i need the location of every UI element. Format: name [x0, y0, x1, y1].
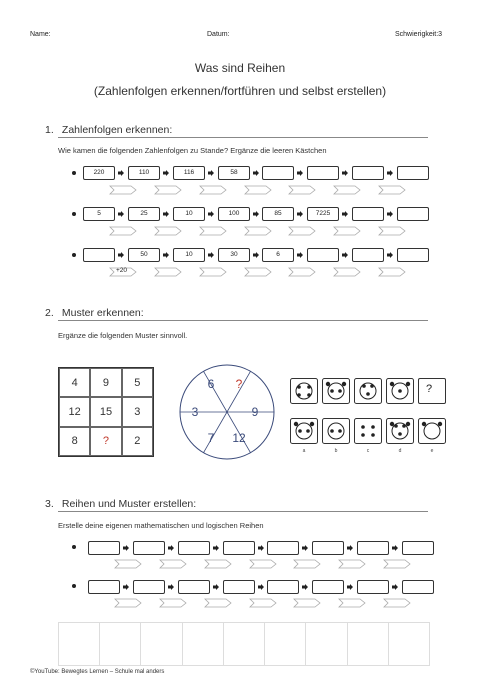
chevron-field[interactable]	[383, 559, 411, 569]
arrow-right-icon	[392, 584, 398, 590]
grid-cell: 9	[90, 368, 121, 397]
chevron-field[interactable]	[293, 559, 321, 569]
arrow-right-icon	[208, 170, 214, 176]
sequence-box[interactable]: 25	[128, 207, 160, 221]
bullet	[72, 584, 76, 588]
section-1-rule	[58, 137, 428, 138]
bullet	[72, 212, 76, 216]
page-subtitle: (Zahlenfolgen erkennen/fortführen und selbst erstellen)	[93, 84, 387, 98]
table-cell	[389, 623, 429, 665]
sequence-box[interactable]: 10	[173, 207, 205, 221]
arrow-right-icon	[253, 170, 259, 176]
arrow-right-icon	[347, 545, 353, 551]
chevron-field[interactable]	[378, 226, 406, 236]
dice-pattern[interactable]	[354, 378, 382, 404]
bullet	[72, 253, 76, 257]
chevron-field[interactable]	[249, 559, 277, 569]
dice-pattern[interactable]	[290, 418, 318, 444]
chevron-field[interactable]	[288, 185, 316, 195]
section-1-heading	[45, 124, 172, 136]
arrow-right-icon	[123, 584, 129, 590]
table-cell	[224, 623, 265, 665]
sequence-box[interactable]	[397, 207, 429, 221]
sequence-box[interactable]: 58	[218, 166, 250, 180]
section-3-heading	[45, 498, 196, 510]
chevron-field[interactable]	[114, 559, 142, 569]
dice-pattern[interactable]	[418, 418, 446, 444]
chevron-field[interactable]	[114, 598, 142, 608]
arrow-right-icon	[258, 584, 264, 590]
sequence-box[interactable]	[352, 207, 384, 221]
section-1-title: Zahlenfolgen erkennen:	[61, 124, 173, 136]
bullet	[72, 171, 76, 175]
chevron-field[interactable]	[249, 598, 277, 608]
sequence-box[interactable]	[83, 248, 115, 262]
sequence-box[interactable]	[178, 580, 210, 594]
date-label: Datum:	[207, 31, 230, 38]
arrow-right-icon	[118, 211, 124, 217]
chevron-field[interactable]	[244, 267, 272, 277]
dice-pattern[interactable]	[290, 378, 318, 404]
arrow-right-icon	[213, 545, 219, 551]
chevron-field[interactable]	[154, 185, 182, 195]
grid-cell: 12	[59, 397, 90, 426]
dice-pattern[interactable]	[354, 418, 382, 444]
number-grid	[58, 367, 154, 457]
chevron-field[interactable]	[159, 559, 187, 569]
table-cell	[100, 623, 141, 665]
sequence-box[interactable]	[402, 541, 434, 555]
sequence-box[interactable]	[352, 166, 384, 180]
chevron-field[interactable]	[338, 598, 366, 608]
chevron-field[interactable]	[333, 185, 361, 195]
section-3-title: Reihen und Muster erstellen:	[61, 498, 197, 510]
section-1-number: 1.	[45, 124, 54, 136]
dice-pattern[interactable]	[386, 378, 414, 404]
circle-value: 3	[191, 405, 199, 419]
sequence-box[interactable]	[312, 541, 344, 555]
arrow-right-icon	[118, 252, 124, 258]
sequence-box[interactable]: 100	[218, 207, 250, 221]
arrow-right-icon	[347, 584, 353, 590]
table-cell	[59, 623, 100, 665]
section-1-instruction: Wie kamen die folgenden Zahlenfolgen zu Stande? Ergänze die leeren Kästchen	[58, 146, 327, 155]
section-3-rule	[58, 511, 428, 512]
chevron-field[interactable]	[338, 559, 366, 569]
chevron-field[interactable]	[293, 598, 321, 608]
arrow-right-icon	[342, 211, 348, 217]
arrow-right-icon	[342, 170, 348, 176]
arrow-right-icon	[342, 252, 348, 258]
table-cell	[141, 623, 182, 665]
sequence-box[interactable]: 85	[262, 207, 294, 221]
arrow-right-icon	[208, 211, 214, 217]
chevron-field[interactable]	[333, 226, 361, 236]
sequence-box[interactable]: 5	[83, 207, 115, 221]
arrow-right-icon	[258, 545, 264, 551]
section-3-number: 3.	[45, 498, 54, 510]
chevron-field[interactable]	[333, 267, 361, 277]
grid-cell: 15	[90, 397, 121, 426]
footer-credit: ©YouTube: Bewegtes Lernen – Schule mal anders	[30, 669, 165, 675]
sequence-box[interactable]: 50	[128, 248, 160, 262]
section-2-instruction: Ergänze die folgenden Muster sinnvoll.	[58, 331, 188, 340]
sequence-box[interactable]: 110	[128, 166, 160, 180]
arrow-right-icon	[392, 545, 398, 551]
chevron-field[interactable]	[288, 267, 316, 277]
chevron-field[interactable]	[199, 226, 227, 236]
sequence-box[interactable]	[402, 580, 434, 594]
table-cell	[265, 623, 306, 665]
arrow-right-icon	[208, 252, 214, 258]
hint-label: +20	[116, 267, 128, 274]
sequence-box[interactable]	[307, 166, 339, 180]
sequence-box[interactable]	[267, 541, 299, 555]
chevron-field[interactable]	[199, 185, 227, 195]
difficulty-label: Schwierigkeit:3	[395, 31, 443, 38]
grid-cell-question: ?	[90, 427, 121, 456]
sequence-box[interactable]	[88, 580, 120, 594]
sequence-box[interactable]: 6	[262, 248, 294, 262]
circle-value-question: ?	[235, 377, 243, 391]
dice-option-label: b	[334, 448, 338, 454]
chevron-field[interactable]	[154, 226, 182, 236]
section-2-number: 2.	[45, 307, 54, 319]
sequence-box[interactable]: 7225	[307, 207, 339, 221]
number-circle	[177, 362, 277, 462]
dice-pattern[interactable]	[386, 418, 414, 444]
arrow-right-icon	[168, 545, 174, 551]
table-cell	[306, 623, 347, 665]
arrow-right-icon	[387, 211, 393, 217]
sequence-box[interactable]	[397, 248, 429, 262]
sequence-box[interactable]	[223, 541, 255, 555]
grid-cell: 3	[122, 397, 153, 426]
arrow-right-icon	[163, 170, 169, 176]
chevron-field[interactable]	[109, 226, 137, 236]
arrow-right-icon	[123, 545, 129, 551]
grid-cell: 4	[59, 368, 90, 397]
sequence-box[interactable]	[133, 541, 165, 555]
chevron-field[interactable]	[288, 226, 316, 236]
grid-cell: 5	[122, 368, 153, 397]
circle-value: 12	[232, 431, 246, 445]
circle-value: 7	[207, 431, 215, 445]
arrow-right-icon	[302, 584, 308, 590]
bullet	[72, 545, 76, 549]
sequence-box[interactable]	[178, 541, 210, 555]
name-label: Name:	[30, 31, 51, 38]
sequence-box[interactable]	[267, 580, 299, 594]
arrow-right-icon	[253, 252, 259, 258]
chevron-field[interactable]	[383, 598, 411, 608]
page-title: Was sind Reihen	[194, 61, 286, 75]
arrow-right-icon	[168, 584, 174, 590]
dice-option-label: e	[430, 448, 434, 454]
table-cell	[183, 623, 224, 665]
dice-question-mark: ?	[425, 383, 433, 395]
dice-option-label: d	[398, 448, 402, 454]
sequence-box[interactable]	[397, 166, 429, 180]
sequence-box[interactable]: 116	[173, 166, 205, 180]
section-2-rule	[58, 320, 428, 321]
chevron-field[interactable]	[378, 185, 406, 195]
arrow-right-icon	[387, 170, 393, 176]
sequence-box[interactable]	[88, 541, 120, 555]
dice-option-label: c	[366, 448, 370, 454]
sequence-box[interactable]: 10	[173, 248, 205, 262]
section-2-heading	[45, 307, 144, 319]
sequence-box[interactable]	[352, 248, 384, 262]
arrow-right-icon	[297, 211, 303, 217]
circle-value: 9	[251, 405, 259, 419]
chevron-field[interactable]	[154, 267, 182, 277]
chevron-field[interactable]	[244, 185, 272, 195]
drawing-table	[58, 622, 430, 666]
arrow-right-icon	[302, 545, 308, 551]
sequence-box[interactable]	[307, 248, 339, 262]
arrow-right-icon	[297, 252, 303, 258]
chevron-field[interactable]	[204, 559, 232, 569]
chevron-field[interactable]	[378, 267, 406, 277]
sequence-box[interactable]: 220	[83, 166, 115, 180]
dice-option-label: a	[302, 448, 306, 454]
arrow-right-icon	[163, 252, 169, 258]
sequence-box[interactable]	[357, 541, 389, 555]
chevron-field[interactable]	[244, 226, 272, 236]
chevron-field[interactable]	[109, 185, 137, 195]
sequence-box[interactable]	[262, 166, 294, 180]
sequence-box[interactable]	[133, 580, 165, 594]
arrow-right-icon	[387, 252, 393, 258]
arrow-right-icon	[118, 170, 124, 176]
circle-value: 6	[207, 377, 215, 391]
grid-cell: 8	[59, 427, 90, 456]
arrow-right-icon	[163, 211, 169, 217]
arrow-right-icon	[253, 211, 259, 217]
grid-cell: 2	[122, 427, 153, 456]
sequence-box[interactable]	[312, 580, 344, 594]
chevron-field[interactable]	[204, 598, 232, 608]
dice-pattern[interactable]	[322, 418, 350, 444]
arrow-right-icon	[213, 584, 219, 590]
section-3-instruction: Erstelle deine eigenen mathematischen und logischen Reihen	[58, 521, 264, 530]
chevron-field[interactable]	[159, 598, 187, 608]
sequence-box[interactable]	[223, 580, 255, 594]
sequence-box[interactable]: 30	[218, 248, 250, 262]
dice-pattern[interactable]	[322, 378, 350, 404]
section-2-title: Muster erkennen:	[61, 307, 144, 319]
arrow-right-icon	[297, 170, 303, 176]
chevron-field[interactable]	[199, 267, 227, 277]
sequence-box[interactable]	[357, 580, 389, 594]
table-cell	[348, 623, 389, 665]
